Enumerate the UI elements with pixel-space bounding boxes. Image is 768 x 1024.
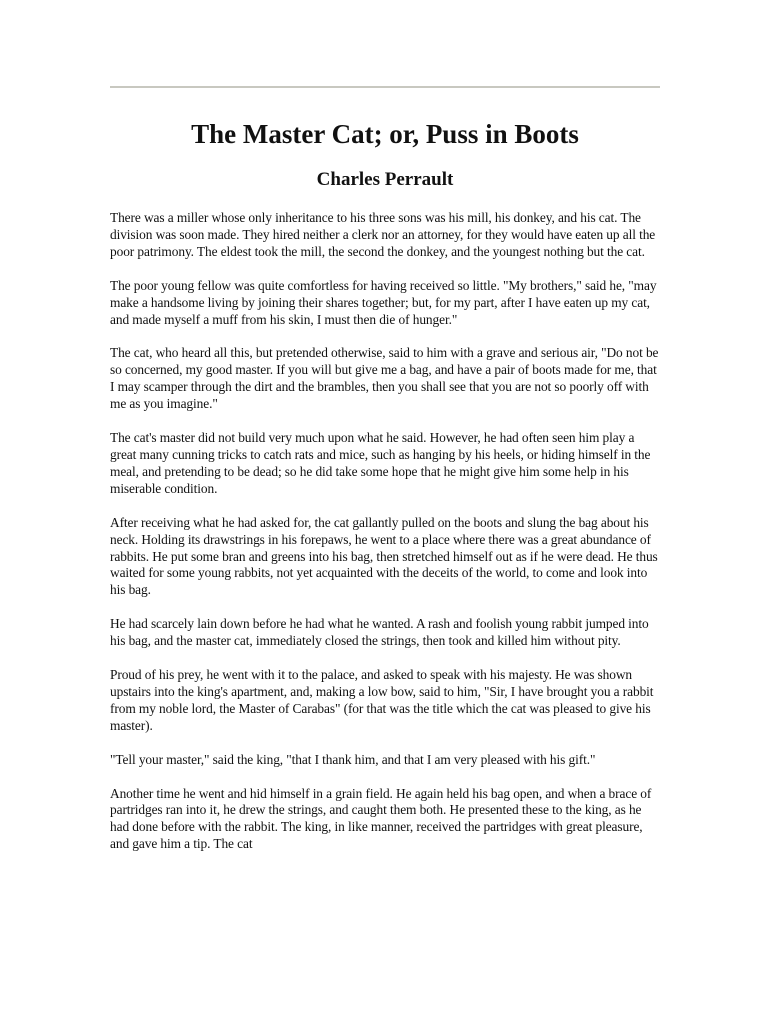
paragraph-6: He had scarcely lain down before he had what he wanted. A rash and foolish young rabbit jumped into his bag, and the master cat, immediately closed the strings, then took and killed him without pity. [110,616,649,649]
document-page [110,0,660,870]
paragraph-3: The cat, who heard all this, but pretended otherwise, said to him with a grave and serious air, "Do not be so concerned, my good master. If you will but give me a bag, and have a pair of boots made for me, that I may scamper through the dirt and the brambles, then you shall see that you are not so poorly off with me as you imagine." [110,345,659,412]
document-title: The Master Cat; or, Puss in Boots [191,119,579,149]
paragraph-4: The cat's master did not build very much upon what he said. However, he had often seen him play a great many cunning tricks to catch rats and mice, such as hanging by his heels, or hiding himself in the meal, and pretending to be dead; so he did take some hope that he might give him some help in his miserable condition. [110,430,651,496]
paragraph-2: The poor young fellow was quite comfortless for having received so little. "My brothers," said he, "may make a handsome living by joining their shares together; but, for my part, after I have eaten up my cat, and made myself a muff from his skin, I must then die of hunger." [110,277,657,327]
document-body [110,210,660,853]
paragraph-7: Proud of his prey, he went with it to the palace, and asked to speak with his majesty. He was shown upstairs into the king's apartment, and, making a low bow, said to him, "Sir, I have brought you a rabbit from my noble lord, the Master of Carabas" (for that was the title which the cat was pleased to give his master). [110,667,654,733]
paragraph-5: After receiving what he had asked for, the cat gallantly pulled on the boots and slung the bag about his neck. Holding its drawstrings in his forepaws, he went to a place where there was a great abundance of rabbits. He put some bran and greens into his bag, then stretched himself out as if he were dead. He thus waited for some young rabbits, not yet acquainted with the deceits of the world, to come and look into his bag. [110,514,658,598]
paragraph-1: There was a miller whose only inheritance to his three sons was his mill, his donkey, and his cat. The division was soon made. They hired neither a clerk nor an attorney, for they would have eaten up all the poor patrimony. The eldest took the mill, the second the donkey, and the youngest nothing but the cat. [110,210,656,259]
paragraph-8: "Tell your master," said the king, "that I thank him, and that I am very pleased with his gift." [110,751,596,767]
paragraph-9: Another time he went and hid himself in a grain field. He again held his bag open, and when a brace of partridges ran into it, he drew the strings, and caught them both. He presented these to the king, as he had done before with the rabbit. The king, in like manner, received the partridges with great pleasure, and gave him a tip. The cat [110,785,652,852]
document-author: Charles Perrault [316,169,454,190]
horizontal-rule [110,86,660,88]
